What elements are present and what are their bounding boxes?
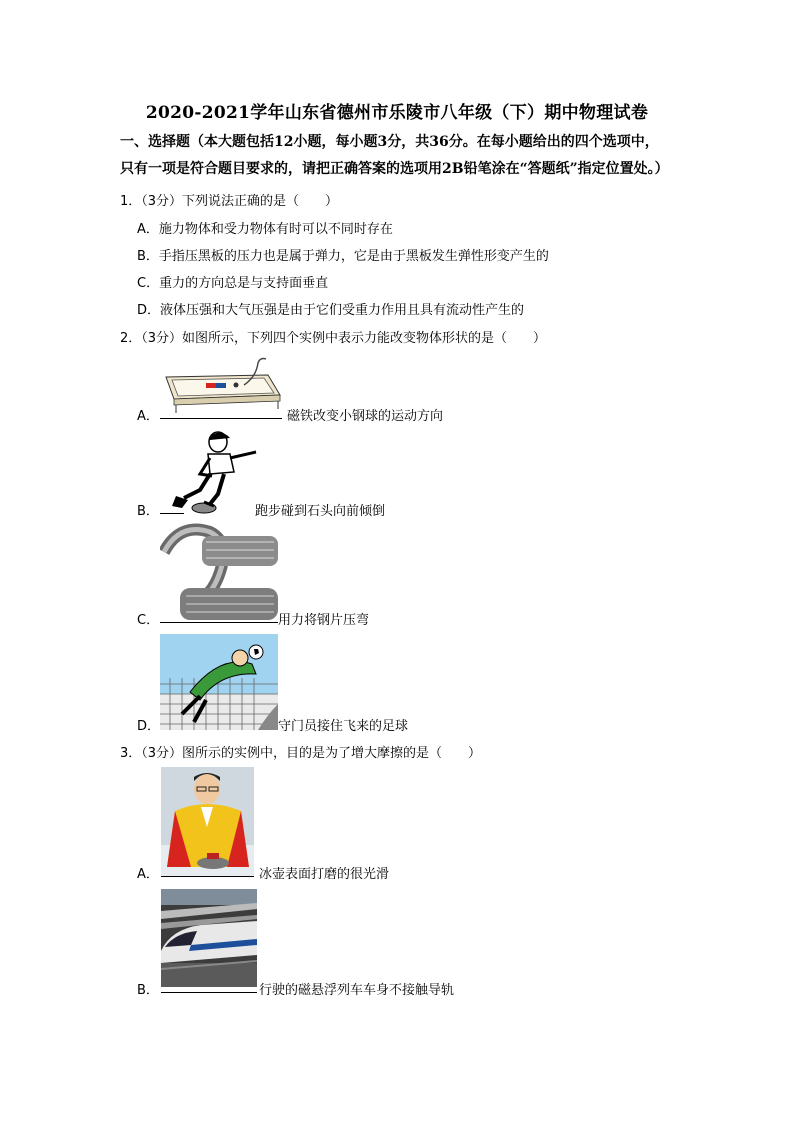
section-instructions <box>120 129 690 183</box>
q2-option-d-letter: D． <box>137 719 161 734</box>
q1-option-d: D．液体压强和大气压强是由于它们受重力作用且具有流动性产生的 <box>137 303 525 318</box>
exam-title: 2020-2021学年山东省德州市乐陵市八年级（下）期中物理试卷 <box>145 103 649 123</box>
q1-option-c: C．重力的方向总是与支持面垂直 <box>137 276 329 291</box>
q1-option-b: B．手指压黑板的压力也是属于弹力，它是由于黑板发生弹性形变产生的 <box>137 249 549 264</box>
q3-option-b-caption: 行驶的磁悬浮列车车身不接触导轨 <box>259 983 455 998</box>
curling-player-image <box>161 767 254 877</box>
q3-option-b-blank <box>161 992 257 993</box>
bent-steel-strip-image <box>160 522 278 626</box>
maglev-train-image <box>161 889 257 987</box>
q2-option-b-letter: B． <box>137 504 159 519</box>
q2-option-a-letter: A． <box>137 409 159 424</box>
q2-option-a-blank <box>160 418 282 419</box>
q1-option-a: A．施力物体和受力物体有时可以不同时存在 <box>137 222 393 237</box>
q2-option-c-letter: C． <box>137 613 160 628</box>
q2-option-b-caption: 跑步碰到石头向前倾倒 <box>255 504 386 519</box>
q3-option-a-caption: 冰壶表面打磨的很光滑 <box>259 867 390 882</box>
magnet-table-image <box>160 355 282 415</box>
section-instructions-line1: 一、选择题（本大题包括12小题，每小题3分，共36分。在每小题给出的四个选项中， <box>120 134 659 150</box>
q2-option-a-caption: 磁铁改变小钢球的运动方向 <box>287 409 444 424</box>
q2-option-c-caption: 用力将钢片压弯 <box>278 613 370 628</box>
q2-option-d-caption: 守门员接住飞来的足球 <box>278 719 409 734</box>
q2-stem: 2．（3分）如图所示，下列四个实例中表示力能改变物体形状的是（ ） <box>120 331 547 346</box>
goalkeeper-image <box>160 634 278 730</box>
q3-stem: 3．（3分）图所示的实例中，目的是为了增大摩擦的是（ ） <box>120 746 482 761</box>
q3-option-a-blank <box>161 876 254 877</box>
q2-option-b-blank <box>160 513 184 514</box>
section-instructions-line2: 只有一项是符合题目要求的，请把正确答案的选项用2B铅笔涂在“答题纸”指定位置处。） <box>120 161 669 177</box>
runner-tripping-image <box>160 428 260 516</box>
q2-option-c-blank <box>160 622 278 623</box>
q3-option-b-letter: B． <box>137 983 159 998</box>
q3-option-a-letter: A． <box>137 867 159 882</box>
q1-stem: 1．（3分）下列说法正确的是（ ） <box>120 194 339 209</box>
